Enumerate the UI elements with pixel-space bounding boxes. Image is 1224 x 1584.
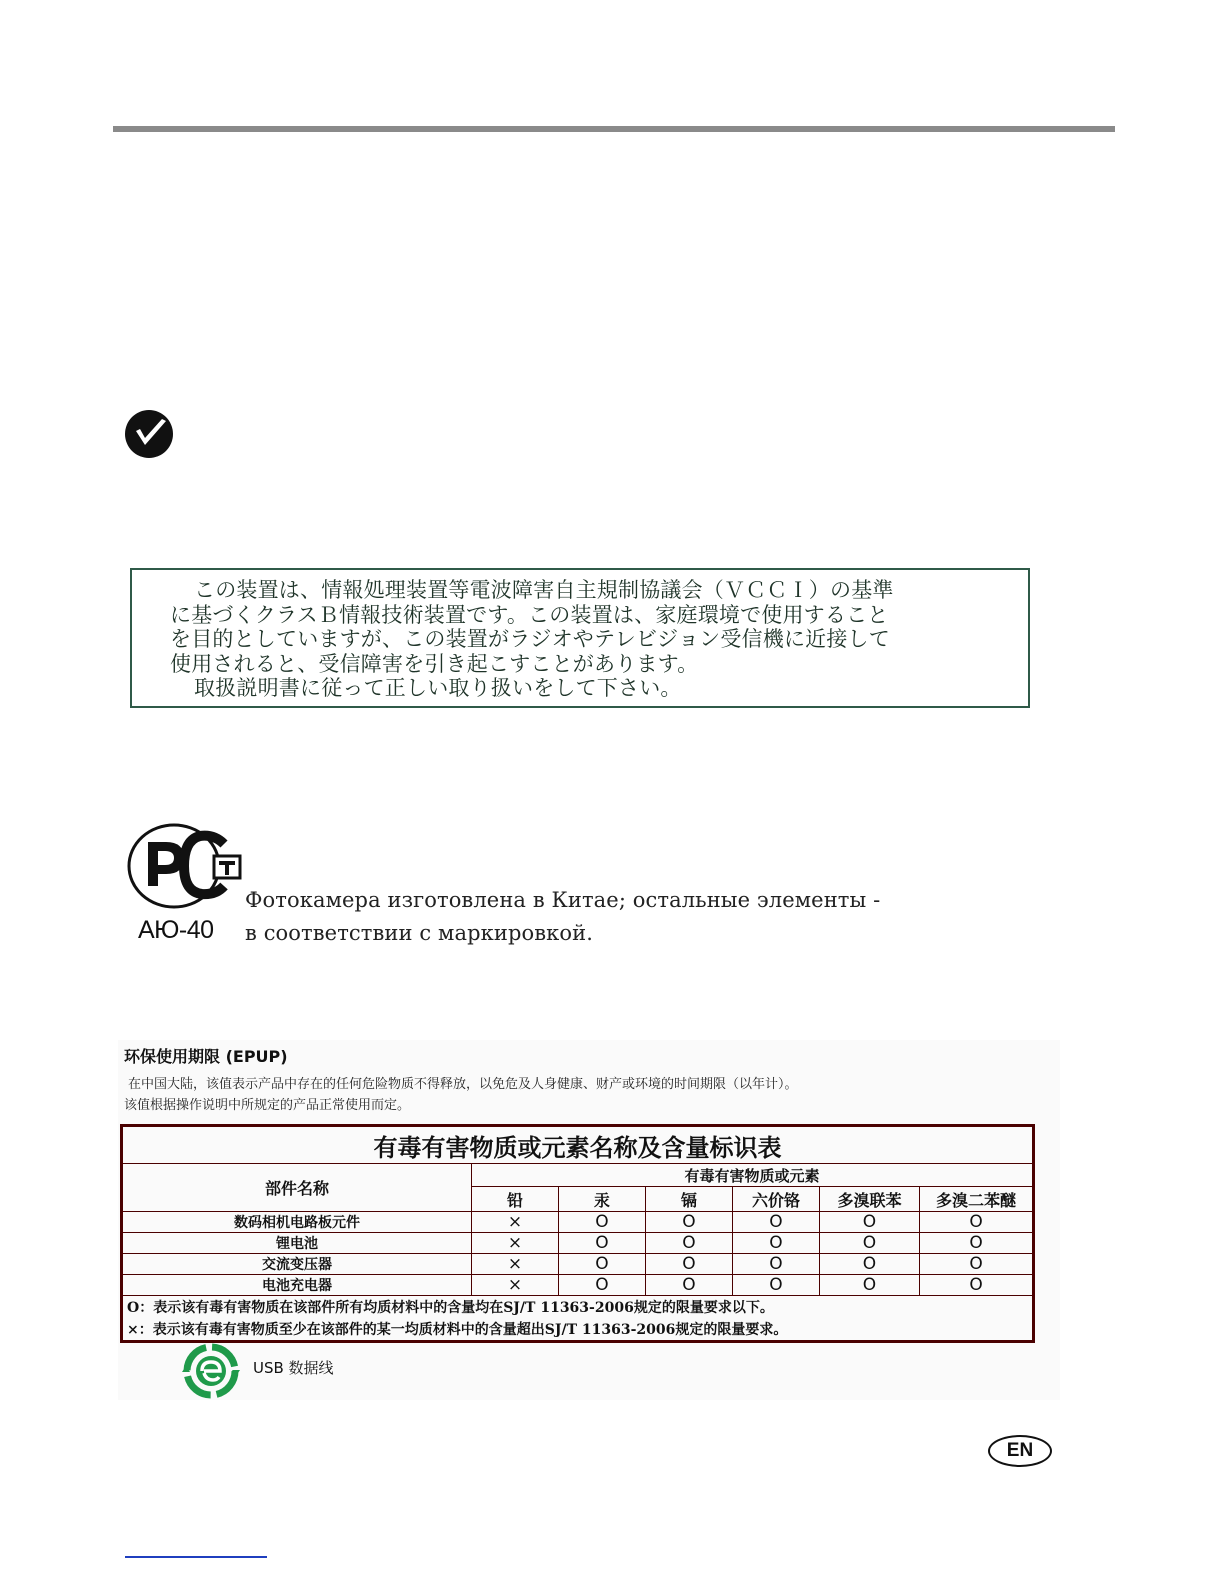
substance-header: 多溴联苯 bbox=[820, 1187, 920, 1212]
mark-cell: O bbox=[559, 1254, 646, 1275]
table-row bbox=[122, 1233, 1034, 1254]
mark-cell: O bbox=[733, 1275, 820, 1296]
substance-header: 铅 bbox=[472, 1187, 559, 1212]
mark-cell: O bbox=[646, 1233, 733, 1254]
vcci-line-4: 使用されると、受信障害を引き起こすことがあります。 bbox=[170, 651, 699, 676]
mark-cell: × bbox=[472, 1233, 559, 1254]
mark-cell: O bbox=[646, 1275, 733, 1296]
mark-cell: O bbox=[559, 1212, 646, 1233]
footer-link-underline bbox=[125, 1556, 267, 1558]
part-name-cell: 锂电池 bbox=[122, 1233, 472, 1254]
mark-cell: O bbox=[646, 1212, 733, 1233]
mark-cell: O bbox=[920, 1254, 1034, 1275]
part-name-cell: 交流变压器 bbox=[122, 1254, 472, 1275]
vcci-line-2: に基づくクラスＢ情報技術装置です。この装置は、家庭環境で使用すること bbox=[170, 602, 889, 627]
c-tick-mark-icon bbox=[122, 409, 178, 459]
usb-cable-label: USB 数据线 bbox=[253, 1359, 334, 1377]
mark-cell: O bbox=[733, 1212, 820, 1233]
legend-note-x: ×：表示该有毒有害物质至少在该部件的某一均质材料中的含量超出SJ/T 11363-2006规定的限量要求。 bbox=[122, 1318, 1034, 1342]
table-row bbox=[122, 1275, 1034, 1296]
mark-cell: O bbox=[646, 1254, 733, 1275]
epup-title: 环保使用期限 (EPUP) bbox=[124, 1047, 288, 1066]
part-name-cell: 电池充电器 bbox=[122, 1275, 472, 1296]
efup-recycle-e-icon bbox=[180, 1342, 242, 1400]
mark-cell: × bbox=[472, 1254, 559, 1275]
substance-header: 汞 bbox=[559, 1187, 646, 1212]
vcci-line-5: 取扱説明書に従って正しい取り扱いをして下さい。 bbox=[194, 676, 682, 700]
vcci-notice-box bbox=[130, 568, 1030, 708]
vcci-line-1: この装置は、情報処理装置等電波障害自主規制協議会（ＶＣＣＩ）の基準 bbox=[194, 578, 894, 602]
mark-cell: O bbox=[820, 1212, 920, 1233]
substance-header: 多溴二苯醚 bbox=[920, 1187, 1034, 1212]
part-name-header: 部件名称 bbox=[122, 1164, 472, 1212]
gost-text-line-2: в соответствии с маркировкой. bbox=[245, 921, 594, 945]
mark-cell: O bbox=[920, 1212, 1034, 1233]
mark-cell: O bbox=[559, 1275, 646, 1296]
substance-header: 六价铬 bbox=[733, 1187, 820, 1212]
header-rule bbox=[113, 126, 1115, 132]
mark-cell: O bbox=[820, 1233, 920, 1254]
gost-code: АЮ-40 bbox=[138, 916, 214, 944]
table-row bbox=[122, 1212, 1034, 1233]
table-row bbox=[122, 1254, 1034, 1275]
mark-cell: O bbox=[920, 1233, 1034, 1254]
epup-description-line-1: 在中国大陆，该值表示产品中存在的任何危险物质不得释放，以免危及人身健康、财产或环境的时间期限（以年计）。 bbox=[128, 1077, 798, 1092]
substance-header: 镉 bbox=[646, 1187, 733, 1212]
mark-cell: × bbox=[472, 1212, 559, 1233]
language-badge: EN bbox=[988, 1435, 1052, 1467]
mark-cell: O bbox=[733, 1233, 820, 1254]
epup-description-line-2: 该值根据操作说明中所规定的产品正常使用而定。 bbox=[124, 1098, 411, 1113]
hazardous-substances-table bbox=[120, 1124, 1035, 1343]
legend-note-o: O：表示该有毒有害物质在该部件所有均质材料中的含量均在SJ/T 11363-2006规定的限量要求以下。 bbox=[122, 1296, 1034, 1319]
mark-cell: O bbox=[820, 1275, 920, 1296]
mark-cell: × bbox=[472, 1275, 559, 1296]
mark-cell: O bbox=[733, 1254, 820, 1275]
mark-cell: O bbox=[559, 1233, 646, 1254]
part-name-cell: 数码相机电路板元件 bbox=[122, 1212, 472, 1233]
mark-cell: O bbox=[820, 1254, 920, 1275]
mark-cell: O bbox=[920, 1275, 1034, 1296]
substance-group-header: 有毒有害物质或元素 bbox=[472, 1164, 1034, 1187]
vcci-line-3: を目的としていますが、この装置がラジオやテレビジョン受信機に近接して bbox=[170, 627, 890, 651]
gost-pct-mark-icon bbox=[126, 822, 244, 914]
gost-text-line-1: Фотокамера изготовлена в Китае; остальные элементы - bbox=[245, 888, 881, 912]
table-caption: 有毒有害物质或元素名称及含量标识表 bbox=[122, 1126, 1034, 1164]
